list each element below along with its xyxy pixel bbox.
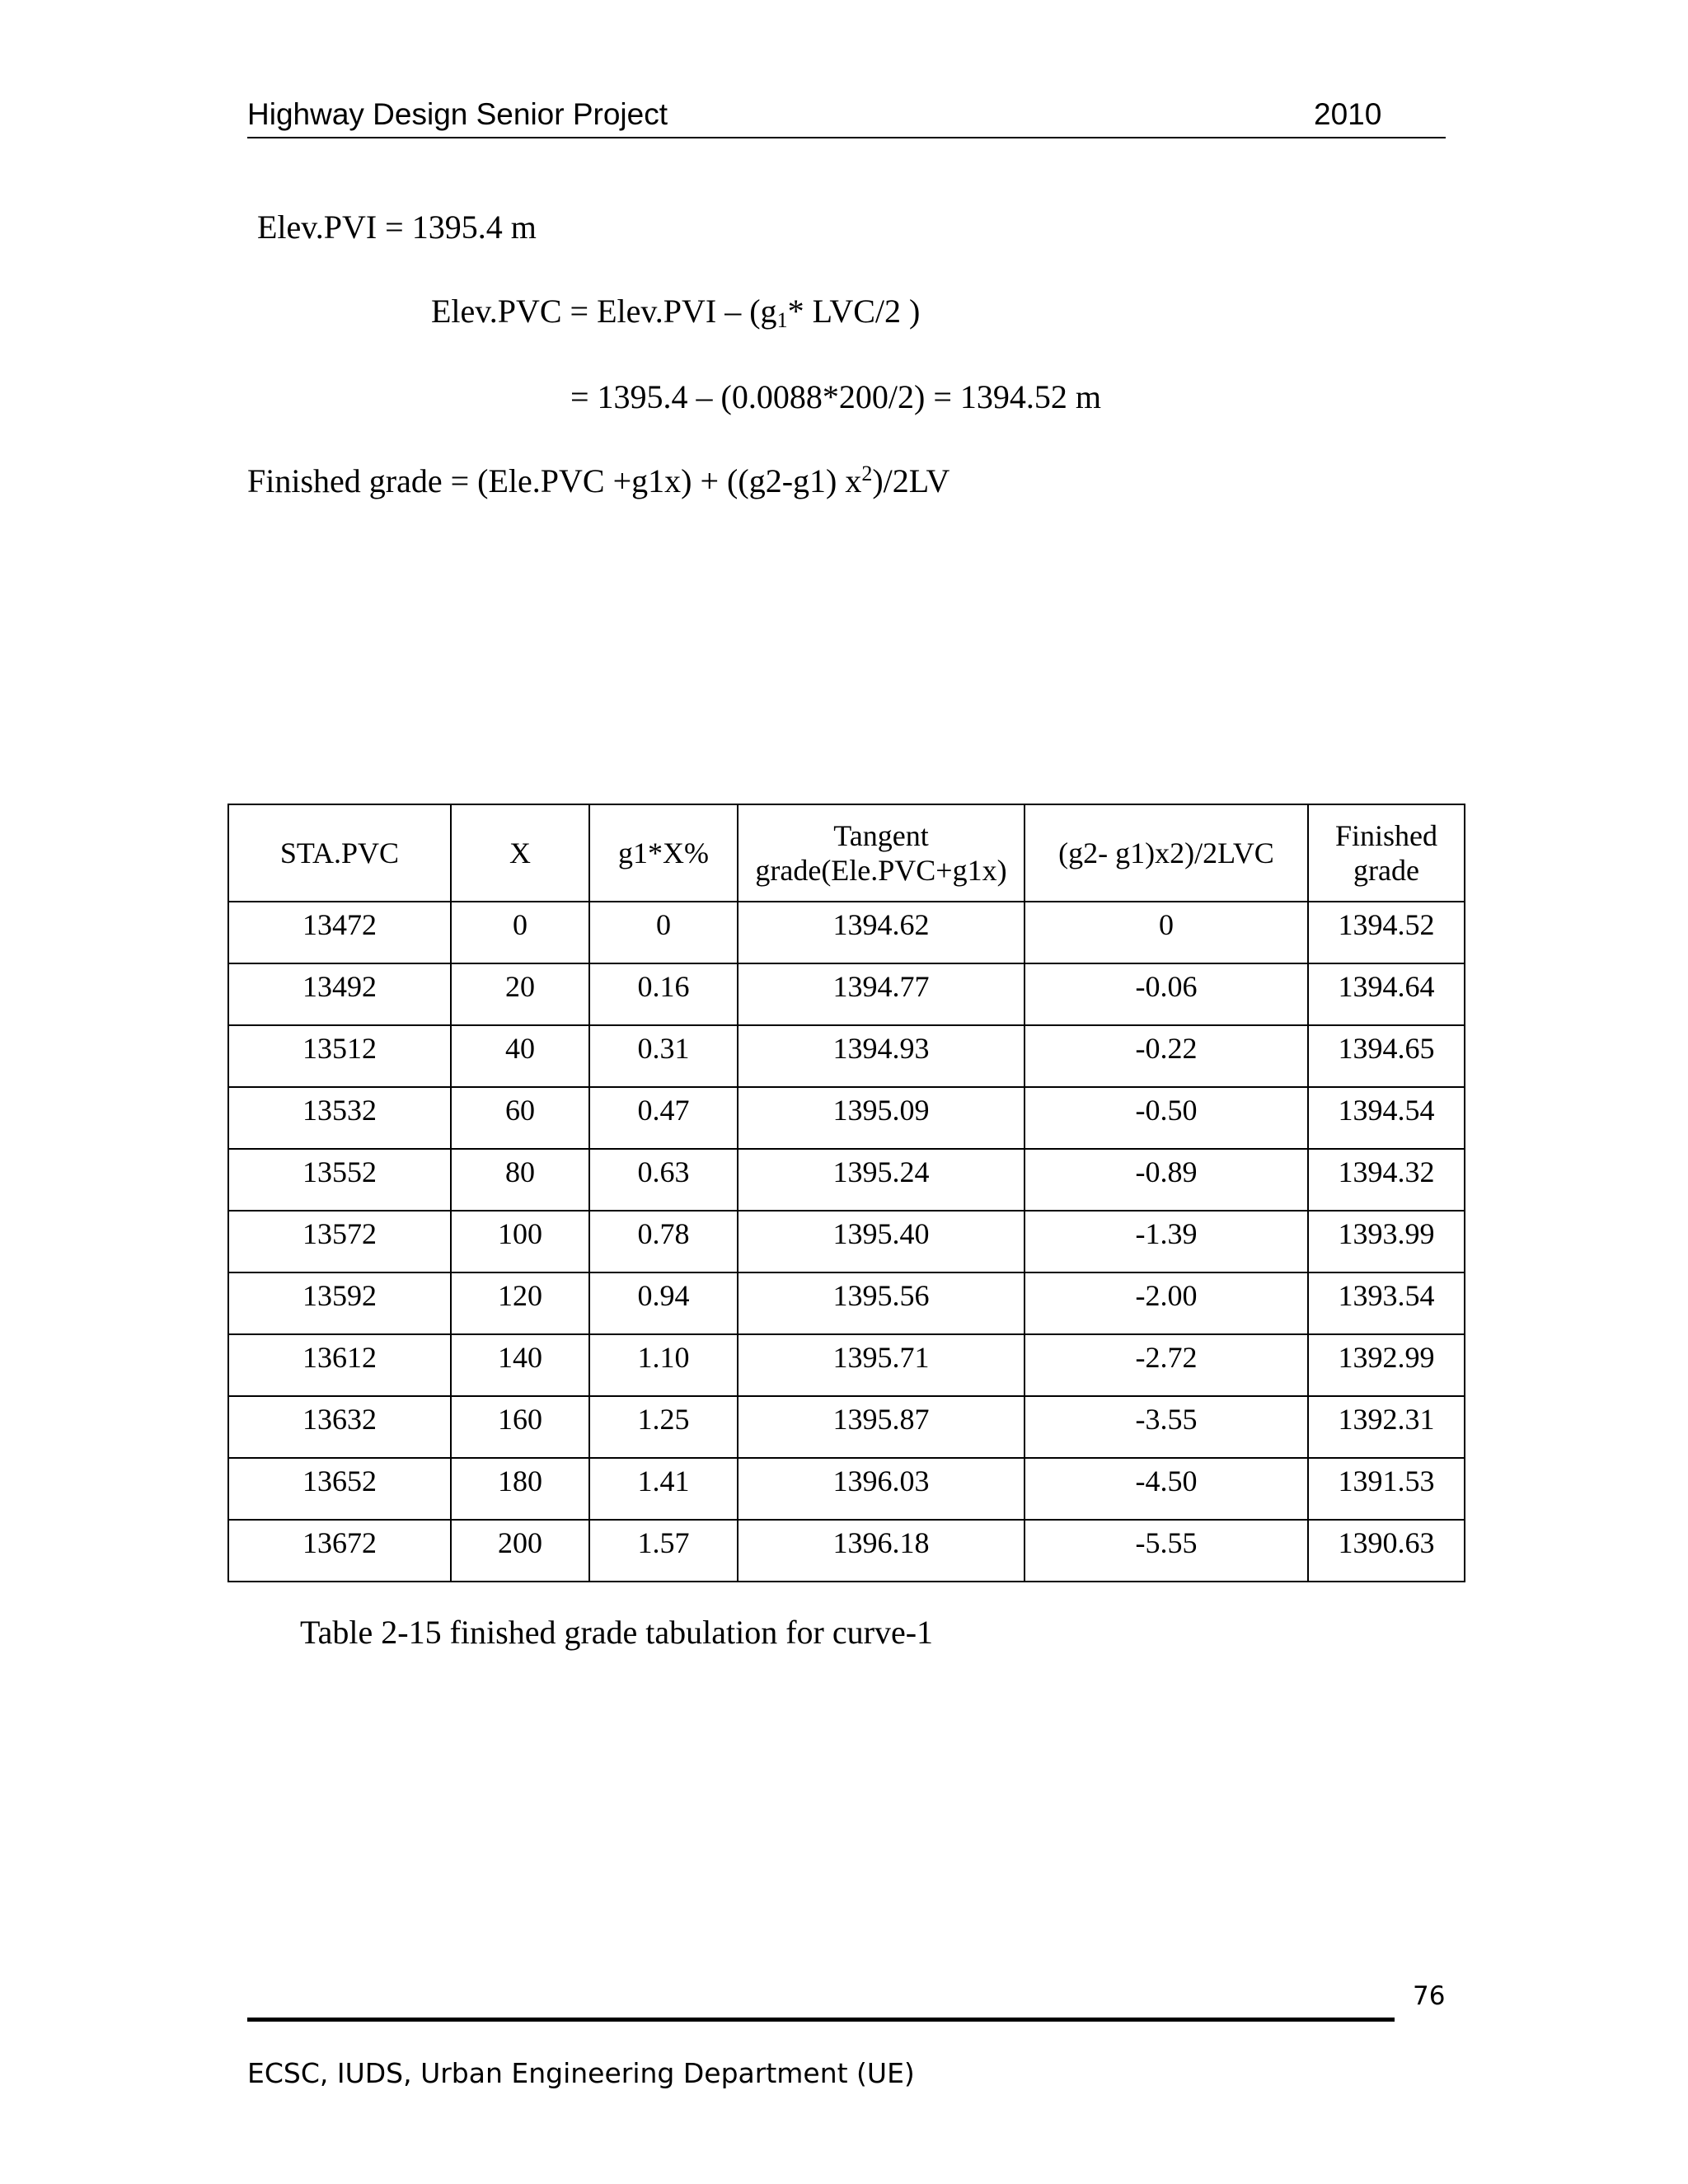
pvc-formula-line [431, 292, 920, 333]
table-cell: 13632 [228, 1396, 451, 1458]
table-cell: 1394.93 [738, 1025, 1025, 1087]
table-cell: 1393.99 [1308, 1211, 1465, 1272]
table-cell: 0.63 [589, 1149, 738, 1211]
header-g1x-percent: g1*X% [589, 804, 738, 902]
table-cell: -5.55 [1025, 1520, 1308, 1582]
finished-formula-superscript: 2 [861, 462, 873, 485]
table-cell: -2.72 [1025, 1334, 1308, 1396]
header-offset: (g2- g1)x2)/2LVC [1025, 804, 1308, 902]
table-cell: 13592 [228, 1272, 451, 1334]
table-header-row [228, 804, 1465, 902]
table-cell: 1392.31 [1308, 1396, 1465, 1458]
table-cell: 13472 [228, 902, 451, 963]
page-header-year: 2010 [1314, 97, 1382, 131]
table-cell: 1392.99 [1308, 1334, 1465, 1396]
table-row [228, 963, 1465, 1025]
table-cell: 0 [589, 902, 738, 963]
table-row [228, 1211, 1465, 1272]
table-cell: 13512 [228, 1025, 451, 1087]
finished-grade-formula [247, 462, 950, 500]
table-row [228, 1458, 1465, 1520]
pvc-formula-prefix: Elev.PVC = Elev.PVI – (g [431, 293, 777, 330]
table-cell: 80 [451, 1149, 589, 1211]
table-cell: 1395.71 [738, 1334, 1025, 1396]
table-cell: -1.39 [1025, 1211, 1308, 1272]
table-cell: 1394.64 [1308, 963, 1465, 1025]
header-finished-grade: Finished grade [1308, 804, 1465, 902]
table-cell: 1393.54 [1308, 1272, 1465, 1334]
table-cell: 1.10 [589, 1334, 738, 1396]
table-cell: 1395.40 [738, 1211, 1025, 1272]
table-cell: 0 [1025, 902, 1308, 963]
finished-grade-table [227, 804, 1465, 1582]
footer-divider [247, 2018, 1395, 2022]
table-row [228, 1396, 1465, 1458]
table-cell: 13672 [228, 1520, 451, 1582]
header-divider [247, 137, 1446, 138]
table-cell: 1394.77 [738, 963, 1025, 1025]
table-cell: 60 [451, 1087, 589, 1149]
table-cell: 0.31 [589, 1025, 738, 1087]
table-cell: 100 [451, 1211, 589, 1272]
table-cell: 140 [451, 1334, 589, 1396]
pvc-value-line: = 1395.4 – (0.0088*200/2) = 1394.52 m [570, 378, 1101, 415]
table-cell: 1394.32 [1308, 1149, 1465, 1211]
table-cell: 1396.18 [738, 1520, 1025, 1582]
table-cell: -4.50 [1025, 1458, 1308, 1520]
table-row [228, 1149, 1465, 1211]
table-cell: 1.25 [589, 1396, 738, 1458]
table-cell: 1390.63 [1308, 1520, 1465, 1582]
footer-text: ECSC, IUDS, Urban Engineering Department (UE) [247, 2057, 915, 2089]
table-cell: 200 [451, 1520, 589, 1582]
header-tangent-grade: Tangent grade(Ele.PVC+g1x) [738, 804, 1025, 902]
table-cell: 1391.53 [1308, 1458, 1465, 1520]
finished-formula-suffix: )/2LV [872, 462, 950, 499]
table-cell: 1395.24 [738, 1149, 1025, 1211]
table-cell: 1.41 [589, 1458, 738, 1520]
table-row [228, 1025, 1465, 1087]
pvc-formula-suffix: * LVC/2 ) [787, 293, 921, 330]
table-cell: 1394.62 [738, 902, 1025, 963]
table-cell: 13572 [228, 1211, 451, 1272]
table-cell: 1396.03 [738, 1458, 1025, 1520]
table-cell: 1394.52 [1308, 902, 1465, 963]
table-cell: 1.57 [589, 1520, 738, 1582]
table-body [228, 902, 1465, 1582]
table-row [228, 1272, 1465, 1334]
table-cell: 0 [451, 902, 589, 963]
finished-formula-prefix: Finished grade = (Ele.PVC +g1x) + ((g2-g1) x [247, 462, 862, 499]
table-cell: 13652 [228, 1458, 451, 1520]
table-cell: 13532 [228, 1087, 451, 1149]
table-row [228, 1334, 1465, 1396]
table-cell: -2.00 [1025, 1272, 1308, 1334]
table-cell: -0.22 [1025, 1025, 1308, 1087]
table-cell: 13492 [228, 963, 451, 1025]
table-cell: 1395.56 [738, 1272, 1025, 1334]
table-cell: 160 [451, 1396, 589, 1458]
table-caption: Table 2-15 finished grade tabulation for curve-1 [300, 1614, 934, 1651]
table-cell: 1395.09 [738, 1087, 1025, 1149]
table-cell: 1394.65 [1308, 1025, 1465, 1087]
header-x: X [451, 804, 589, 902]
table-cell: 0.47 [589, 1087, 738, 1149]
table-row [228, 902, 1465, 963]
table-cell: 0.16 [589, 963, 738, 1025]
pvi-elevation-line: Elev.PVI = 1395.4 m [257, 209, 537, 246]
table-cell: 180 [451, 1458, 589, 1520]
table-cell: 1394.54 [1308, 1087, 1465, 1149]
table-cell: 120 [451, 1272, 589, 1334]
page-number: 76 [1413, 1981, 1446, 2011]
table-cell: 0.78 [589, 1211, 738, 1272]
page-header-title: Highway Design Senior Project [247, 97, 668, 131]
table-cell: 13612 [228, 1334, 451, 1396]
table-cell: 20 [451, 963, 589, 1025]
table-row [228, 1087, 1465, 1149]
table-cell: 40 [451, 1025, 589, 1087]
pvc-formula-subscript: 1 [776, 308, 788, 332]
table-cell: 0.94 [589, 1272, 738, 1334]
table-cell: 1395.87 [738, 1396, 1025, 1458]
table-cell: -0.89 [1025, 1149, 1308, 1211]
header-sta-pvc: STA.PVC [228, 804, 451, 902]
table-cell: -0.50 [1025, 1087, 1308, 1149]
table-cell: 13552 [228, 1149, 451, 1211]
table-row [228, 1520, 1465, 1582]
table-cell: -3.55 [1025, 1396, 1308, 1458]
table-cell: -0.06 [1025, 963, 1308, 1025]
